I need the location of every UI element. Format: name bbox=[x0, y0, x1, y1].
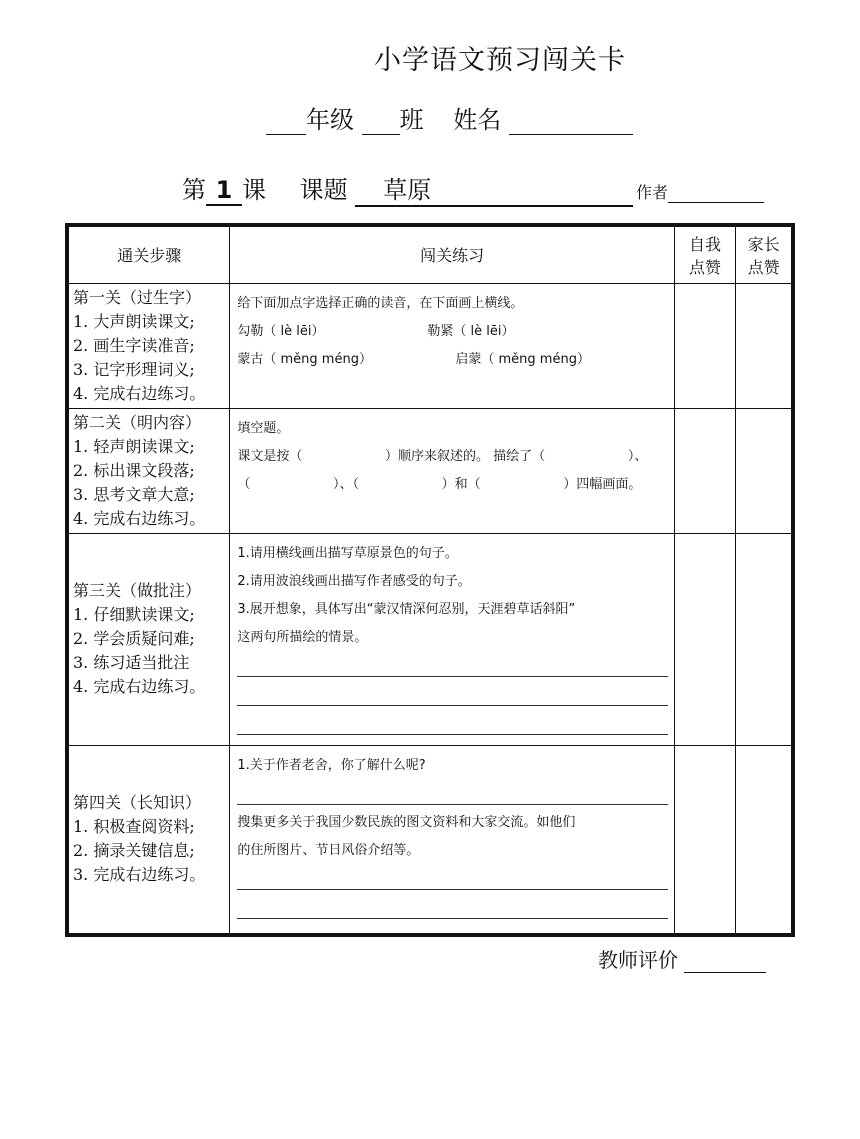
parent-like-cell-1[interactable] bbox=[736, 283, 793, 408]
table-row bbox=[67, 533, 793, 745]
class-blank[interactable] bbox=[362, 108, 400, 135]
grade-label: 年级 bbox=[306, 106, 354, 134]
quest-table bbox=[65, 223, 795, 937]
table-row bbox=[67, 745, 793, 935]
lesson-prefix: 第 bbox=[182, 176, 206, 204]
parent-like-cell-3[interactable] bbox=[736, 533, 793, 745]
teacher-eval-label: 教师评价 bbox=[598, 948, 678, 972]
steps-cell-1: 第一关（过生字） 1. 大声朗读课文; 2. 画生字读准音; 3. 记字形理词义; 4. 完成右边练习。 bbox=[67, 283, 230, 408]
answer-line[interactable] bbox=[237, 681, 667, 706]
answer-line[interactable] bbox=[237, 652, 667, 677]
lesson-row bbox=[182, 170, 633, 207]
answer-line[interactable] bbox=[237, 865, 667, 890]
steps-cell-2: 第二关（明内容） 1. 轻声朗读课文; 2. 标出课文段落; 3. 思考文章大意; 4. 完成右边练习。 bbox=[67, 408, 230, 533]
topic-label: 课题 bbox=[299, 176, 348, 204]
teacher-evaluation bbox=[598, 944, 766, 973]
table-row bbox=[67, 283, 793, 408]
teacher-eval-blank[interactable] bbox=[684, 952, 766, 973]
name-blank[interactable] bbox=[509, 108, 633, 135]
page-title: 小学语文预习闯关卡 bbox=[374, 45, 626, 76]
exercise-cell-4: 1.关于作者老舍，你了解什么呢? 搜集更多关于我国少数民族的图文资料和大家交流。如他们 的住所图片、节日风俗介绍等。 bbox=[230, 745, 674, 935]
self-like-cell-1[interactable] bbox=[674, 283, 735, 408]
self-like-cell-3[interactable] bbox=[674, 533, 735, 745]
exercise-cell-3: 1.请用横线画出描写草原景色的句子。 2.请用波浪线画出描写作者感受的句子。 3.展开想象，具体写出“蒙汉情深何忍别，天涯碧草话斜阳” 这两句所描绘的情景。 bbox=[230, 533, 674, 745]
name-label: 姓名 bbox=[453, 106, 502, 134]
lesson-suffix: 课 bbox=[242, 176, 266, 204]
lesson-number: 1 bbox=[206, 176, 242, 206]
table-header-row bbox=[67, 225, 793, 283]
exercise-cell-2: 填空题。 课文是按（ ）顺序来叙述的。 描绘了（ ）、 （ ）、（ ）和（ ）四幅画面。 bbox=[230, 408, 674, 533]
parent-like-cell-4[interactable] bbox=[736, 745, 793, 935]
author-label: 作者 bbox=[636, 183, 669, 202]
header-steps: 通关步骤 bbox=[67, 225, 230, 283]
parent-like-cell-2[interactable] bbox=[736, 408, 793, 533]
header-parent-like: 家长 点赞 bbox=[736, 225, 793, 283]
steps-cell-4: 第四关（长知识） 1. 积极查阅资料; 2. 摘录关键信息; 3. 完成右边练习。 bbox=[67, 745, 230, 935]
author-row bbox=[636, 180, 764, 203]
class-info-row bbox=[266, 100, 633, 135]
grade-blank[interactable] bbox=[266, 108, 306, 135]
lesson-topic: 草原 bbox=[355, 170, 633, 207]
header-self-like: 自我 点赞 bbox=[674, 225, 735, 283]
self-like-cell-4[interactable] bbox=[674, 745, 735, 935]
answer-line[interactable] bbox=[237, 780, 667, 805]
author-blank[interactable] bbox=[668, 182, 764, 203]
answer-line[interactable] bbox=[237, 710, 667, 735]
header-exercise: 闯关练习 bbox=[230, 225, 674, 283]
class-label: 班 bbox=[399, 106, 424, 134]
table-row bbox=[67, 408, 793, 533]
self-like-cell-2[interactable] bbox=[674, 408, 735, 533]
steps-cell-3: 第三关（做批注） 1. 仔细默读课文; 2. 学会质疑问难; 3. 练习适当批注 4. 完成右边练习。 bbox=[67, 533, 230, 745]
answer-line[interactable] bbox=[237, 894, 667, 919]
exercise-cell-1: 给下面加点字选择正确的读音，在下面画上横线。 勾勒（ lè lēi） 勒紧（ lè lēi） 蒙古（ měng méng） 启蒙（ měng méng） bbox=[230, 283, 674, 408]
